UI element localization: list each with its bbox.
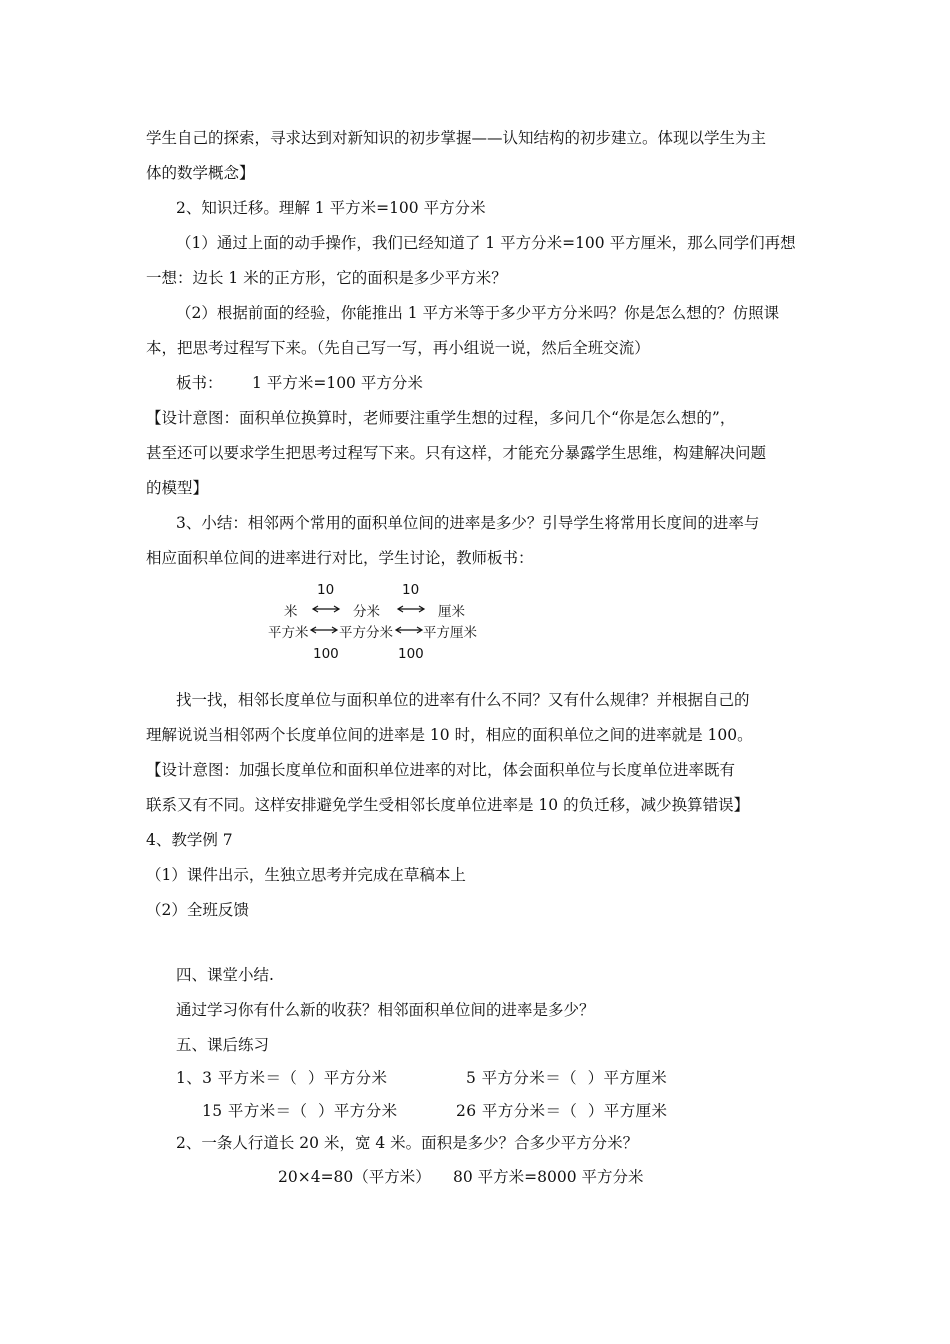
- paragraph-line: 找一找，相邻长度单位与面积单位的进率有什么不同？又有什么规律？并根据自己的: [176, 691, 750, 709]
- unit-square-centimeter: 平方厘米: [423, 625, 477, 641]
- paragraph-line: 理解说说当相邻两个长度单位间的进率是 10 时，相应的面积单位之间的进率就是 100。: [146, 726, 753, 744]
- length-rate-label: 10: [317, 582, 335, 598]
- unit-centimeter: 厘米: [438, 604, 465, 620]
- double-arrow-icon: [311, 604, 341, 614]
- exercise-item: 26 平方分米＝（ ）平方厘米: [456, 1102, 668, 1120]
- design-intent-line: 【设计意图：加强长度单位和面积单位进率的对比，体会面积单位与长度单位进率既有: [146, 761, 736, 779]
- area-rate-label: 100: [313, 646, 339, 662]
- exercise-item: 2、一条人行道长 20 米，宽 4 米。面积是多少？合多少平方分米？: [176, 1134, 639, 1152]
- paragraph-line: （1）通过上面的动手操作，我们已经知道了 1 平方分米=100 平方厘米，那么同学们再想: [176, 234, 796, 252]
- area-rate-label: 100: [398, 646, 424, 662]
- design-intent-line: 联系又有不同。这样安排避免学生受相邻长度单位进率是 10 的负迁移，减少换算错误】: [146, 796, 750, 814]
- paragraph-line: 相应面积单位间的进率进行对比，学生讨论，教师板书：: [146, 549, 534, 567]
- list-item: （1）课件出示，生独立思考并完成在草稿本上: [146, 866, 466, 884]
- section-heading: 四、课堂小结.: [176, 966, 274, 984]
- double-arrow-icon: [309, 625, 339, 635]
- section-heading: 五、课后练习: [176, 1036, 270, 1054]
- design-intent-line: 的模型】: [146, 479, 209, 497]
- exercise-answer: 20×4=80（平方米）: [278, 1168, 431, 1186]
- list-item: （2）全班反馈: [146, 901, 249, 919]
- unit-meter: 米: [284, 604, 298, 620]
- section-heading: 2、知识迁移。理解 1 平方米=100 平方分米: [176, 199, 486, 217]
- paragraph-line: 体的数学概念】: [146, 164, 255, 182]
- design-intent-line: 甚至还可以要求学生把思考过程写下来。只有这样，才能充分暴露学生思维，构建解决问题: [146, 444, 767, 462]
- paragraph-line: 一想：边长 1 米的正方形，它的面积是多少平方米？: [146, 269, 507, 287]
- double-arrow-icon: [394, 625, 424, 635]
- unit-square-meter: 平方米: [268, 625, 309, 641]
- design-intent-line: 【设计意图：面积单位换算时，老师要注重学生想的过程，多问几个“你是怎么想的”，: [146, 409, 736, 427]
- unit-decimeter: 分米: [353, 604, 380, 620]
- exercise-item: 15 平方米＝（ ）平方分米: [202, 1102, 398, 1120]
- paragraph-line: 学生自己的探索，寻求达到对新知识的初步掌握——认知结构的初步建立。体现以学生为主: [146, 129, 767, 147]
- length-rate-label: 10: [402, 582, 420, 598]
- unit-rate-diagram: [262, 578, 492, 670]
- paragraph-line: 3、小结：相邻两个常用的面积单位间的进率是多少？引导学生将常用长度间的进率与: [176, 514, 760, 532]
- section-heading: 4、教学例 7: [146, 831, 233, 849]
- paragraph-line: 本，把思考过程写下来。（先自己写一写，再小组说一说，然后全班交流）: [146, 339, 650, 357]
- unit-square-decimeter: 平方分米: [339, 625, 393, 641]
- exercise-item: 1、3 平方米＝（ ）平方分米: [176, 1069, 388, 1087]
- paragraph-line: （2）根据前面的经验，你能推出 1 平方米等于多少平方分米吗？你是怎么想的？仿照课: [176, 304, 780, 322]
- exercise-answer: 80 平方米=8000 平方分米: [453, 1168, 644, 1186]
- board-note: 板书： 1 平方米=100 平方分米: [176, 374, 423, 392]
- exercise-item: 5 平方分米＝（ ）平方厘米: [466, 1069, 668, 1087]
- double-arrow-icon: [396, 604, 426, 614]
- paragraph-line: 通过学习你有什么新的收获？相邻面积单位间的进率是多少？: [176, 1001, 595, 1019]
